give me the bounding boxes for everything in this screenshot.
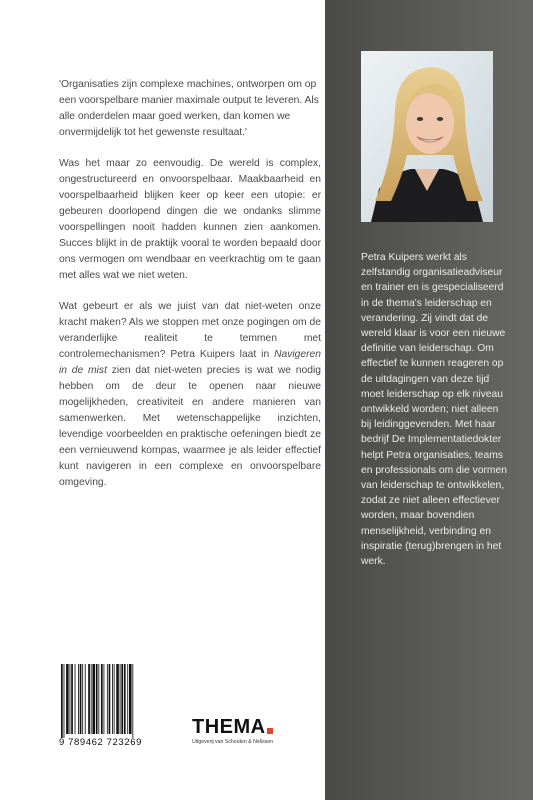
barcode-icon — [59, 664, 157, 738]
publisher-subtitle: Uitgeverij van Schouten & Nelissen — [192, 739, 274, 745]
blurb-paragraph-1: 'Organisaties zijn complexe machines, ontworpen om op een voorspelbare manier maximale output te leveren. Als alle onderdelen maar goed werken, dan komen we onvermijdelijk tot het gewenste resultaat.' — [59, 79, 319, 138]
publisher-name: THEMA — [192, 716, 266, 738]
author-portrait-photo — [361, 51, 493, 222]
blurb-paragraph-3 — [59, 299, 321, 491]
publisher-logo — [192, 717, 292, 745]
publisher-dot-icon — [267, 728, 273, 734]
publisher-name-block — [192, 717, 292, 737]
isbn-number: 9 789462 723269 — [59, 737, 142, 748]
blurb-paragraph-2: Was het maar zo eenvoudig. De wereld is complex, ongestructureerd en onvoorspelbaar. Maakbaarheid en voorspelbaarheid blijken keer op keer een utopie: er gebeuren doorlopend dingen die we ondanks slimme voorspellingen nooit hadden kunnen zien aankomen. Succes blijkt in de praktijk vooral te worden bepaald door ons vermogen om wendbaar en veerkrachtig om te gaan met alles wat we niet weten. — [59, 158, 321, 281]
back-cover-blurb — [59, 77, 321, 506]
book-title-inline: Navigeren in de mist — [59, 349, 321, 376]
blurb-paragraph-3-start: Wat gebeurt er als we juist van dat niet-weten onze kracht maken? Als we stoppen met onze pogingen om de veranderlijke realiteit te temmen met controlemechanismen? Petra Kuipers laat in — [59, 301, 321, 360]
blurb-paragraph-3-end: zien dat niet-weten precies is wat we nodig hebben om de deur te openen naar nieuwe mogelijkheden, creativiteit en andere manieren van samenwerken. Met wetenschappelijke inzichten, levendige voorbeelden en praktische oefeningen biedt ze een vernieuwend kompas, waarmee je als leider effectief kunt navigeren in een complexe en onvoorspelbare omgeving. — [59, 365, 321, 488]
author-bio: Petra Kuipers werkt als zelfstandig organisatieadviseur en trainer en is gespecialiseerd in de thema's leiderschap en verandering. Zij vindt dat de wereld klaar is voor een nieuwe definitie van leiderschap. Om effectief te kunnen reageren op de uitdagingen van deze tijd moet leiderschap op elk niveau ontwikkeld worden; niet alleen bij leidinggevenden. Met haar bedrijf De Implementatiedokter helpt Petra organisaties, teams en professionals om die vormen van leiderschap te ontwikkelen, zodat ze niet alleen effectiever worden, maar bovendien menselijkheid, verbinding en inspiratie (terug)brengen in het werk. — [361, 252, 507, 568]
